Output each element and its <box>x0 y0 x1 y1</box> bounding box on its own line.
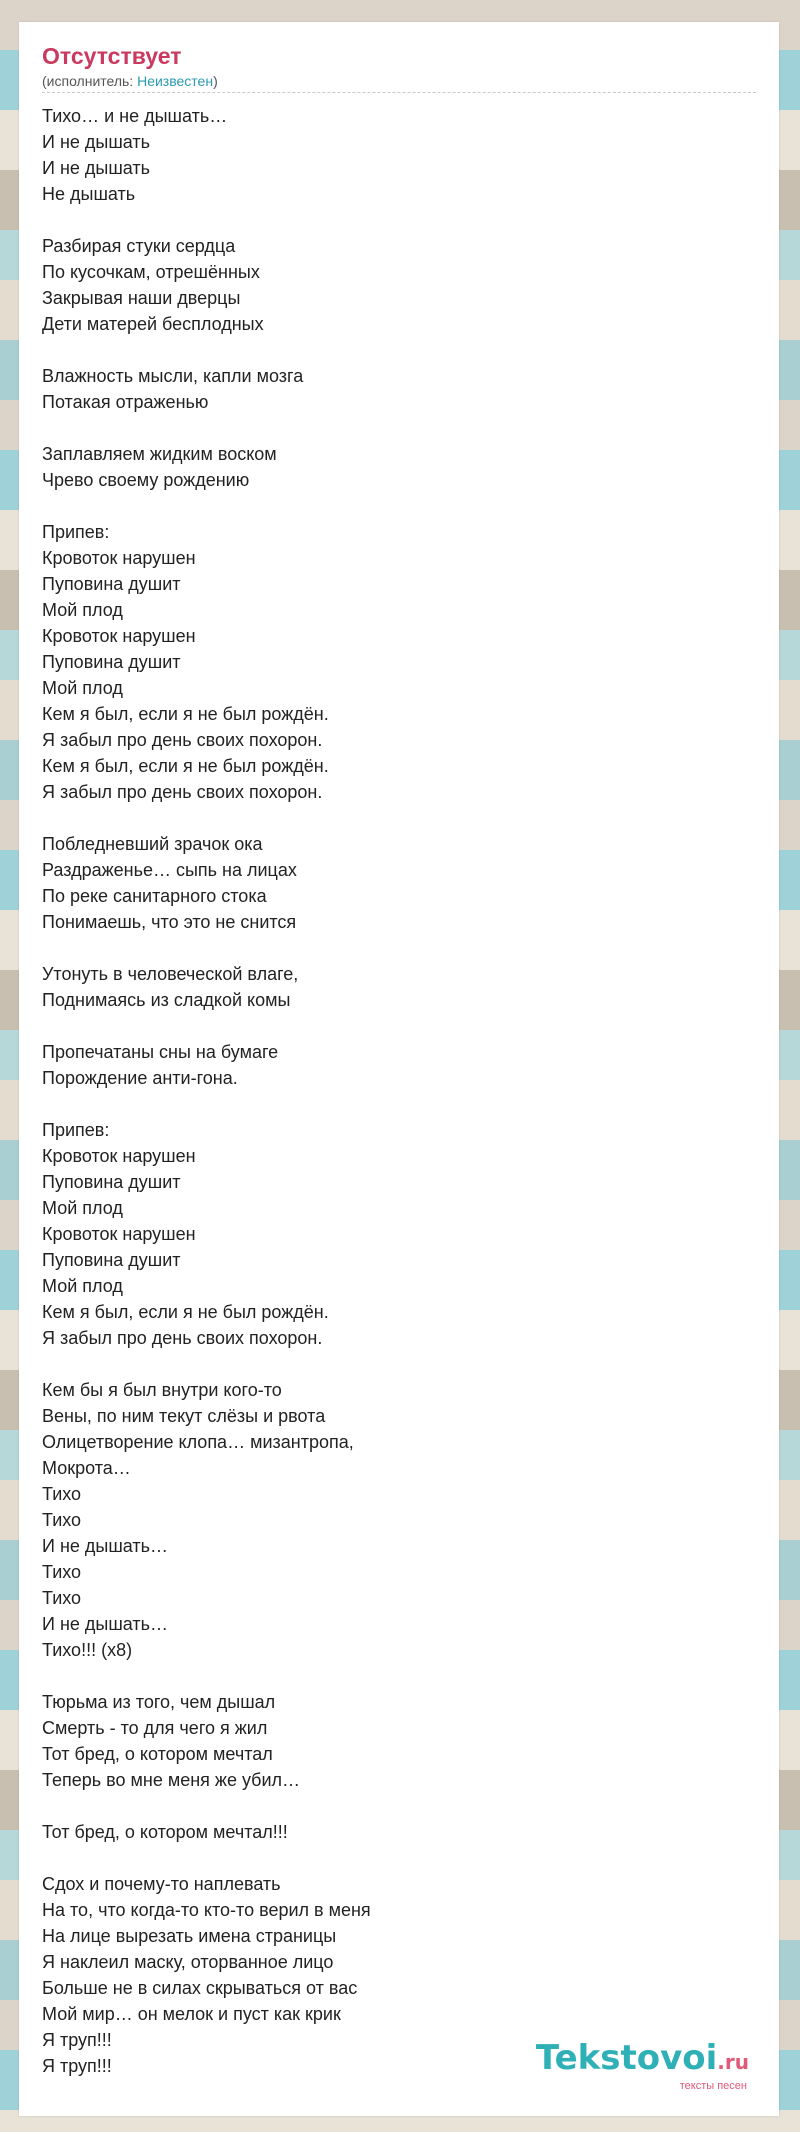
lyric-line: Мой плод <box>42 1276 123 1296</box>
lyric-line: Смерть - то для чего я жил <box>42 1718 268 1738</box>
lyric-line <box>42 415 756 441</box>
lyrics-card <box>19 22 779 2116</box>
lyric-line: Больше не в силах скрываться от вас <box>42 1978 358 1998</box>
lyric-line: И не дышать… <box>42 1536 169 1556</box>
lyric-line: Пуповина душит <box>42 652 181 672</box>
lyric-line: Потакая отраженью <box>42 392 209 412</box>
lyric-line: Теперь во мне меня же убил… <box>42 1770 301 1790</box>
logo-tld: .ru <box>717 2050 749 2074</box>
lyric-line: Тот бред, о котором мечтал <box>42 1744 273 1764</box>
lyric-line: Кровоток нарушен <box>42 548 196 568</box>
site-logo[interactable] <box>536 2040 749 2092</box>
lyric-line: Я забыл про день своих похорон. <box>42 1328 323 1348</box>
logo-tagline: тексты песен <box>679 2080 747 2092</box>
lyric-line: Побледневший зрачок ока <box>42 834 263 854</box>
lyric-line: И не дышать… <box>42 1614 169 1634</box>
lyric-line: Припев: <box>42 1120 110 1140</box>
lyric-line: Тихо!!! (x8) <box>42 1640 133 1660</box>
lyric-line: Влажность мысли, капли мозга <box>42 366 304 386</box>
lyric-line <box>42 1845 756 1871</box>
lyric-line: Я труп!!! <box>42 2056 112 2076</box>
lyric-line: И не дышать <box>42 132 151 152</box>
lyric-line: Мой плод <box>42 600 123 620</box>
lyric-line: На то, что когда-то кто-то верил в меня <box>42 1900 371 1920</box>
lyric-line: Тихо… и не дышать… <box>42 106 228 126</box>
lyric-line: Я забыл про день своих похорон. <box>42 782 323 802</box>
lyric-line: Кровоток нарушен <box>42 1146 196 1166</box>
lyrics-text <box>42 103 756 2079</box>
artist-prefix: (исполнитель: <box>42 73 138 89</box>
lyric-line <box>42 337 756 363</box>
lyric-line: Мой плод <box>42 1198 123 1218</box>
lyric-line: Мокрота… <box>42 1458 131 1478</box>
lyric-line: Порождение анти-гона. <box>42 1068 238 1088</box>
lyric-line: Тихо <box>42 1510 82 1530</box>
lyric-line <box>42 935 756 961</box>
lyric-line: Я забыл про день своих похорон. <box>42 730 323 750</box>
lyric-line: На лице вырезать имена страницы <box>42 1926 337 1946</box>
lyric-line <box>42 1793 756 1819</box>
logo-wordmark <box>536 2040 749 2080</box>
lyric-line: Тихо <box>42 1484 82 1504</box>
lyric-line <box>42 207 756 233</box>
lyric-line: Тот бред, о котором мечтал!!! <box>42 1822 288 1842</box>
lyric-line: Кем бы я был внутри кого-то <box>42 1380 282 1400</box>
lyric-line <box>42 1091 756 1117</box>
logo-name: Tekstovoi <box>535 2038 718 2078</box>
lyric-line: Сдох и почему-то наплевать <box>42 1874 281 1894</box>
lyric-line: Кем я был, если я не был рождён. <box>42 1302 329 1322</box>
lyric-line: Понимаешь, что это не снится <box>42 912 297 932</box>
lyric-line: Тихо <box>42 1562 82 1582</box>
lyric-line <box>42 1663 756 1689</box>
lyric-line: Кем я был, если я не был рождён. <box>42 704 329 724</box>
lyric-line: Поднимаясь из сладкой комы <box>42 990 291 1010</box>
lyric-line <box>42 493 756 519</box>
lyric-line: По кусочкам, отрешённых <box>42 262 260 282</box>
lyric-line <box>42 1013 756 1039</box>
lyric-line: Вены, по ним текут слёзы и рвота <box>42 1406 326 1426</box>
lyric-line: Не дышать <box>42 184 136 204</box>
lyric-line: Мой плод <box>42 678 123 698</box>
artist-suffix: ) <box>213 73 218 89</box>
lyric-line: Кровоток нарушен <box>42 626 196 646</box>
song-title: Отсутствует <box>42 43 182 69</box>
lyric-line: Пропечатаны сны на бумаге <box>42 1042 279 1062</box>
lyric-line: Припев: <box>42 522 110 542</box>
lyric-line: Тихо <box>42 1588 82 1608</box>
lyric-line: Я труп!!! <box>42 2030 112 2050</box>
lyric-line: И не дышать <box>42 158 151 178</box>
lyric-line: Мой мир… он мелок и пуст как крик <box>42 2004 341 2024</box>
lyric-line: Закрывая наши дверцы <box>42 288 241 308</box>
lyric-line: Пуповина душит <box>42 1250 181 1270</box>
lyric-line: Кем я был, если я не был рождён. <box>42 756 329 776</box>
lyric-line: Тюрьма из того, чем дышал <box>42 1692 276 1712</box>
lyric-line <box>42 1351 756 1377</box>
lyric-line <box>42 805 756 831</box>
lyric-line: Заплавляем жидким воском <box>42 444 277 464</box>
lyric-line: Чрево своему рождению <box>42 470 250 490</box>
artist-link[interactable]: Неизвестен <box>137 73 214 89</box>
lyric-line: Дети матерей бесплодных <box>42 314 264 334</box>
lyric-line: Я наклеил маску, оторванное лицо <box>42 1952 334 1972</box>
artist-line <box>42 72 756 93</box>
lyric-line: Раздраженье… сыпь на лицах <box>42 860 297 880</box>
lyric-line: Пуповина душит <box>42 574 181 594</box>
lyric-line: Олицетворение клопа… мизантропа, <box>42 1432 354 1452</box>
lyric-line: Кровоток нарушен <box>42 1224 196 1244</box>
lyric-line: Разбирая стуки сердца <box>42 236 236 256</box>
lyric-line: По реке санитарного стока <box>42 886 267 906</box>
lyric-line: Утонуть в человеческой влаге, <box>42 964 299 984</box>
lyric-line: Пуповина душит <box>42 1172 181 1192</box>
